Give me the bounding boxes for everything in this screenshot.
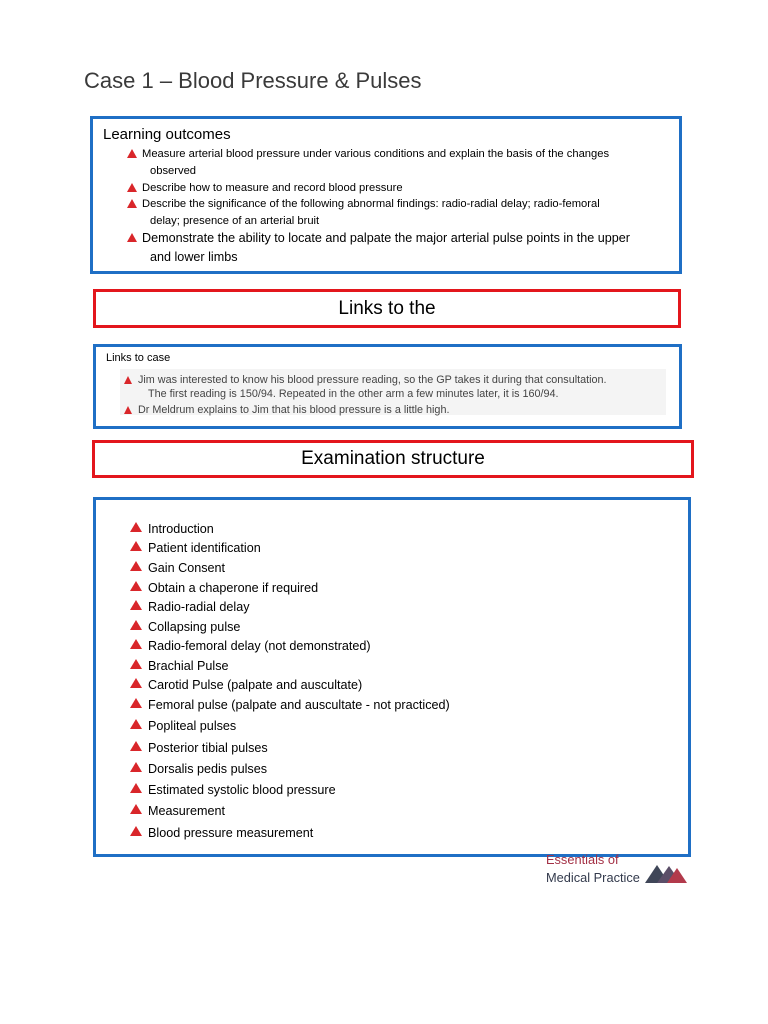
triangle-bullet-icon bbox=[130, 678, 142, 688]
triangle-bullet-icon bbox=[130, 620, 142, 630]
examination-item: Gain Consent bbox=[130, 560, 225, 576]
examination-item: Popliteal pulses bbox=[130, 718, 236, 734]
triangle-bullet-icon bbox=[127, 183, 137, 192]
examination-item: Obtain a chaperone if required bbox=[130, 580, 318, 596]
triangle-bullet-icon bbox=[124, 406, 132, 414]
logo-text: Essentials of Medical Practice bbox=[546, 852, 640, 885]
triangle-bullet-icon bbox=[130, 561, 142, 571]
examination-item: Collapsing pulse bbox=[130, 619, 240, 635]
learning-outcome-item: Describe the significance of the following abnormal findings: radio-radial delay; radio-femoral delay; presence of an arterial bruit bbox=[127, 196, 647, 229]
learning-outcomes-box bbox=[90, 116, 682, 274]
examination-item: Dorsalis pedis pulses bbox=[130, 761, 267, 777]
examination-item: Radio-femoral delay (not demonstrated) bbox=[130, 638, 371, 654]
learning-outcome-item: Describe how to measure and record blood pressure bbox=[127, 180, 647, 197]
links-banner: Links to the bbox=[93, 289, 681, 328]
examination-item: Radio-radial delay bbox=[130, 599, 250, 615]
links-to-case-box bbox=[93, 344, 682, 429]
links-to-case-item: Dr Meldrum explains to Jim that his blood pressure is a little high. bbox=[124, 403, 664, 417]
triangle-bullet-icon bbox=[130, 522, 142, 532]
triangle-bullet-icon bbox=[130, 600, 142, 610]
examination-item: Femoral pulse (palpate and auscultate - not practiced) bbox=[130, 697, 450, 713]
triangle-bullet-icon bbox=[130, 541, 142, 551]
examination-item: Blood pressure measurement bbox=[130, 825, 313, 841]
triangle-bullet-icon bbox=[130, 762, 142, 772]
triangle-bullet-icon bbox=[130, 804, 142, 814]
examination-structure-banner: Examination structure bbox=[92, 440, 694, 478]
links-to-case-heading: Links to case bbox=[106, 352, 171, 364]
triangle-bullet-icon bbox=[130, 659, 142, 669]
triangle-bullet-icon bbox=[130, 783, 142, 793]
triangle-bullet-icon bbox=[127, 233, 137, 242]
learning-outcomes-heading: Learning outcomes bbox=[103, 126, 231, 143]
triangle-bullet-icon bbox=[130, 826, 142, 836]
triangle-bullet-icon bbox=[130, 741, 142, 751]
learning-outcome-item: Demonstrate the ability to locate and palpate the major arterial pulse points in the upper and lower limbs bbox=[127, 229, 662, 267]
triangle-bullet-icon bbox=[130, 698, 142, 708]
learning-outcome-item: Measure arterial blood pressure under various conditions and explain the basis of the changes observed bbox=[127, 146, 647, 179]
triangle-bullet-icon bbox=[130, 581, 142, 591]
examination-item: Brachial Pulse bbox=[130, 658, 229, 674]
links-to-case-panel bbox=[120, 369, 666, 415]
examination-item: Carotid Pulse (palpate and auscultate) bbox=[130, 677, 362, 693]
triangle-bullet-icon bbox=[130, 719, 142, 729]
page-title: Case 1 – Blood Pressure & Pulses bbox=[84, 68, 422, 93]
examination-item: Measurement bbox=[130, 803, 225, 819]
examination-item: Estimated systolic blood pressure bbox=[130, 782, 336, 798]
triangle-bullet-icon bbox=[124, 376, 132, 384]
triangle-bullet-icon bbox=[127, 149, 137, 158]
examination-item: Introduction bbox=[130, 521, 214, 537]
examination-item: Posterior tibial pulses bbox=[130, 740, 268, 756]
mountain-logo-icon bbox=[645, 862, 687, 884]
examination-item: Patient identification bbox=[130, 540, 261, 556]
triangle-bullet-icon bbox=[127, 199, 137, 208]
triangle-bullet-icon bbox=[130, 639, 142, 649]
links-to-case-item: Jim was interested to know his blood pressure reading, so the GP takes it during that consultation. The first reading is 150/94. Repeated in the other arm a few minutes later, it is 160/94. bbox=[124, 373, 664, 401]
